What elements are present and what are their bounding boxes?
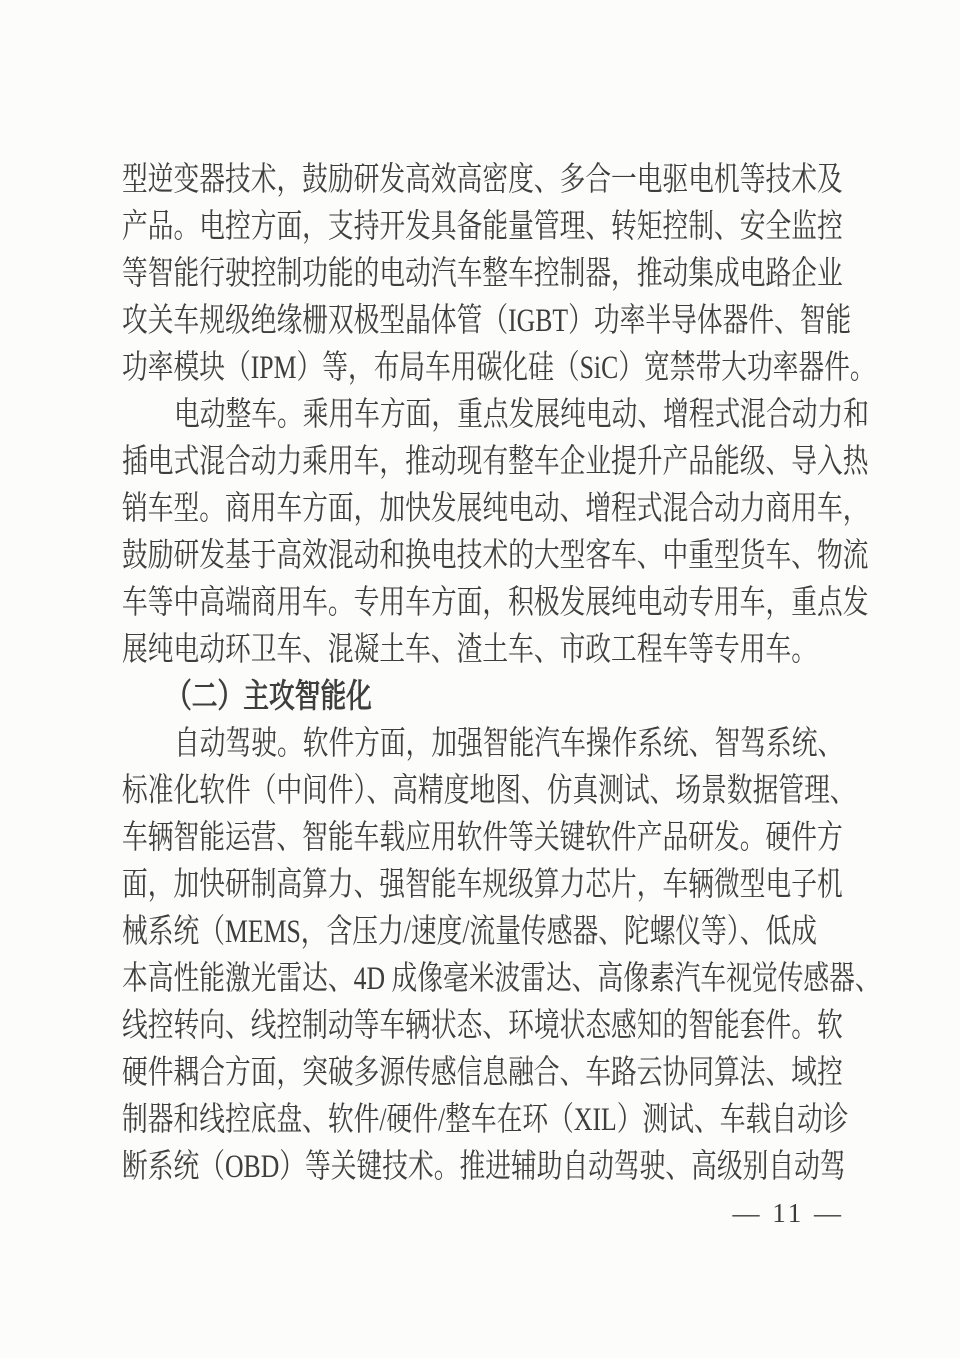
text-line: 线控转向、线控制动等车辆状态、环境状态感知的智能套件。软	[122, 1008, 843, 1044]
text-line: 产品。电控方面，支持开发具备能量管理、转矩控制、安全监控	[122, 209, 843, 245]
text-line: 断系统（OBD）等关键技术。推进辅助自动驾驶、高级别自动驾	[122, 1149, 846, 1185]
text-line: 功率模块（IPM）等，布局车用碳化硅（SiC）宽禁带大功率器件。	[122, 350, 876, 386]
text-line: 车辆智能运营、智能车载应用软件等关键软件产品研发。硬件方	[122, 820, 843, 856]
text-line: 本高性能激光雷达、4D 成像毫米波雷达、高像素汽车视觉传感器、	[122, 961, 881, 997]
text-line: 自动驾驶。软件方面，加强智能汽车操作系统、智驾系统、	[174, 726, 844, 762]
text-line: 销车型。商用车方面，加快发展纯电动、增程式混合动力商用车，	[122, 491, 869, 527]
page-number: — 11 —	[732, 1198, 844, 1228]
text-line: 电动整车。乘用车方面，重点发展纯电动、增程式混合动力和	[174, 397, 869, 433]
text-line: 插电式混合动力乘用车，推动现有整车企业提升产品能级、导入热	[122, 444, 869, 480]
text-line: 鼓励研发基于高效混动和换电技术的大型客车、中重型货车、物流	[122, 538, 869, 574]
text-line: 硬件耦合方面，突破多源传感信息融合、车路云协同算法、域控	[122, 1055, 843, 1091]
text-lines	[122, 157, 881, 1191]
section-heading: （二）主攻智能化	[166, 679, 372, 715]
text-line: 面，加快研制高算力、强智能车规级算力芯片，车辆微型电子机	[122, 867, 843, 903]
text-line: 攻关车规级绝缘栅双极型晶体管（IGBT）功率半导体器件、智能	[122, 303, 852, 339]
text-line: 等智能行驶控制功能的电动汽车整车控制器，推动集成电路企业	[122, 256, 843, 292]
text-line: 型逆变器技术，鼓励研发高效高密度、多合一电驱电机等技术及	[122, 162, 843, 198]
text-line: 展纯电动环卫车、混凝土车、渣土车、市政工程车等专用车。	[122, 632, 817, 668]
text-line: 标准化软件（中间件）、高精度地图、仿真测试、场景数据管理、	[122, 773, 856, 809]
text-line: 械系统（MEMS，含压力/速度/流量传感器、陀螺仪等）、低成	[122, 914, 818, 950]
text-line: 制器和线控底盘、软件/硬件/整车在环（XIL）测试、车载自动诊	[122, 1102, 849, 1138]
text-line: 车等中高端商用车。专用车方面，积极发展纯电动专用车，重点发	[122, 585, 869, 621]
